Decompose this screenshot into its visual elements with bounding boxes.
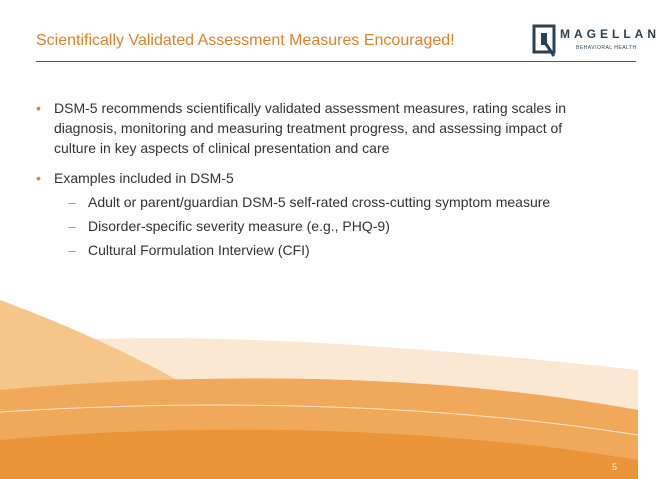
slide-content xyxy=(36,98,596,270)
page-number: 5 xyxy=(612,462,618,472)
title-divider xyxy=(36,61,636,62)
dash-icon: – xyxy=(68,242,76,258)
slide-title: Scientifically Validated Assessment Measures Encouraged! xyxy=(36,32,455,49)
dash-icon: – xyxy=(68,194,76,210)
sub-bullet-item xyxy=(36,216,596,236)
sub-bullet-text: Cultural Formulation Interview (CFI) xyxy=(88,242,310,258)
bullet-dot-icon: • xyxy=(36,170,41,186)
sub-bullet-item xyxy=(36,240,596,260)
bullet-text: Examples included in DSM-5 xyxy=(54,170,234,186)
logo-subtitle: BEHAVIORAL HEALTH xyxy=(576,45,637,51)
sub-bullet-text: Disorder-specific severity measure (e.g., PHQ-9) xyxy=(88,218,390,234)
sub-bullet-list xyxy=(36,192,596,260)
magellan-logo xyxy=(532,24,660,60)
dash-icon: – xyxy=(68,218,76,234)
sub-bullet-item xyxy=(36,192,596,212)
sub-bullet-text: Adult or parent/guardian DSM-5 self-rated cross-cutting symptom measure xyxy=(88,194,551,210)
logo-wordmark: MAGELLAN xyxy=(560,27,660,41)
bullet-item xyxy=(36,168,596,260)
bullet-dot-icon: • xyxy=(36,100,41,116)
bullet-text: DSM-5 recommends scientifically validated assessment measures, rating scales in diagnosis, monitoring and measuring treatment progress, and assessing impact of culture in key aspects of clinical presentation and care xyxy=(54,100,566,156)
logo-mark-icon xyxy=(532,24,558,58)
bullet-item xyxy=(36,98,596,158)
